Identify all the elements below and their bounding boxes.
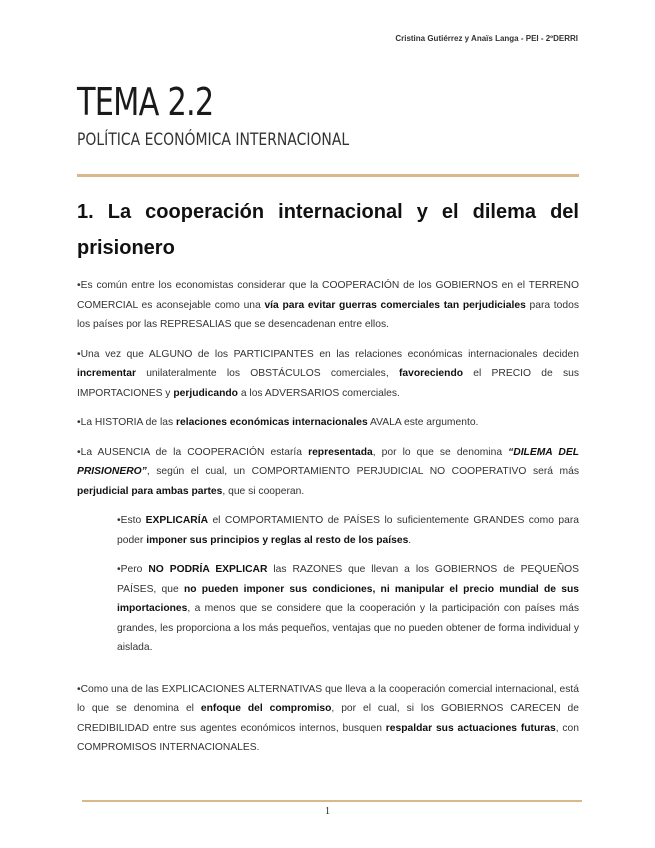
paragraph-indented [117, 560, 579, 658]
document-title: TEMA 2.2 [77, 80, 214, 124]
emphasis-text: perjudicial para ambas partes [77, 485, 223, 497]
emphasis-text: favoreciendo [398, 368, 464, 379]
footer-divider [82, 800, 582, 802]
document-subtitle: POLÍTICA ECONÓMICA INTERNACIONAL [77, 130, 350, 150]
paragraph [77, 443, 579, 502]
emphasis-text: perjudicando [173, 387, 238, 399]
text-run: •Una vez que ALGUNO de los PARTICIPANTES en las relaciones económicas internacionales deciden [77, 348, 579, 360]
text-run: . [408, 534, 412, 546]
title-divider [77, 174, 579, 177]
text-run: unilateralmente los OBSTÁCULOS comerciales, [135, 368, 399, 379]
emphasis-text: respaldar sus actuaciones futuras [385, 722, 556, 734]
text-run: para todos los países por las REPRESALIAS que se desencadenan entre ellos. [77, 299, 579, 330]
text-run: , por el cual, si los GOBIERNOS CARECEN de CREDIBILIDAD entre sus agentes económicos internos, busquen [77, 703, 579, 734]
paragraph [77, 413, 579, 433]
emphasis-text: no pueden imponer sus condiciones, ni manipular el precio mundial de sus importaciones [117, 583, 579, 614]
emphasis-text: “DILEMA DEL PRISIONERO” [77, 446, 579, 477]
text-run: , con COMPROMISOS INTERNACIONALES. [77, 722, 579, 753]
text-run: , por lo que se denomina [372, 446, 509, 458]
emphasis-text: enfoque del compromiso [200, 703, 332, 714]
page-number: 1 [325, 806, 330, 817]
text-run: •Es común entre los economistas considerar que la COOPERACIÓN de los GOBIERNOS en el TERRENO COMERCIAL es aconsejable como una [77, 280, 579, 311]
page-header-authors: Cristina Gutiérrez y Anaïs Langa - PEI - 2ºDERRI [395, 34, 578, 43]
section-heading: 1. La cooperación internacional y el dilema del prisionero [77, 201, 579, 259]
text-run: •Pero [117, 564, 149, 575]
text-run: el COMPORTAMIENTO de PAÍSES lo suficientemente GRANDES como para poder [117, 515, 579, 546]
body-text [77, 276, 579, 768]
paragraph-indented [117, 511, 579, 550]
emphasis-text: EXPLICARÍA [145, 515, 209, 526]
text-run: •Esto [117, 515, 146, 526]
paragraph [77, 680, 579, 758]
emphasis-text: relaciones económicas internacionales [176, 417, 368, 428]
text-run: el PRECIO de sus IMPORTACIONES y [77, 368, 579, 399]
paragraph [77, 276, 579, 335]
text-run: las RAZONES que llevan a los GOBIERNOS de PEQUEÑOS PAÍSES, que [117, 564, 580, 595]
text-run: AVALA este argumento. [367, 417, 479, 428]
text-run: , según el cual, un COMPORTAMIENTO PERJUDICIAL NO COOPERATIVO será más [146, 466, 579, 477]
paragraph [77, 345, 579, 404]
emphasis-text: representada [308, 446, 373, 458]
text-run: , a menos que se considere que la cooperación y la participación con países más grandes, les proporciona a los más pequeños, ventajas que no pueden obtener de forma individual y aislada. [117, 603, 579, 653]
emphasis-text: imponer sus principios y reglas al resto de los países [146, 534, 409, 546]
text-run: •Como una de las EXPLICACIONES ALTERNATIVAS que lleva a la cooperación comercial internacional, está lo que se denomina el [77, 683, 579, 714]
emphasis-text: NO PODRÍA EXPLICAR [148, 564, 268, 575]
emphasis-text: vía para evitar guerras comerciales tan perjudiciales [264, 299, 526, 311]
emphasis-text: incrementar [77, 368, 136, 379]
text-run: , que si cooperan. [222, 485, 305, 497]
text-run: •La AUSENCIA de la COOPERACIÓN estaría [77, 446, 309, 458]
text-run: •La HISTORIA de las [77, 417, 176, 428]
text-run: a los ADVERSARIOS comerciales. [237, 387, 400, 399]
